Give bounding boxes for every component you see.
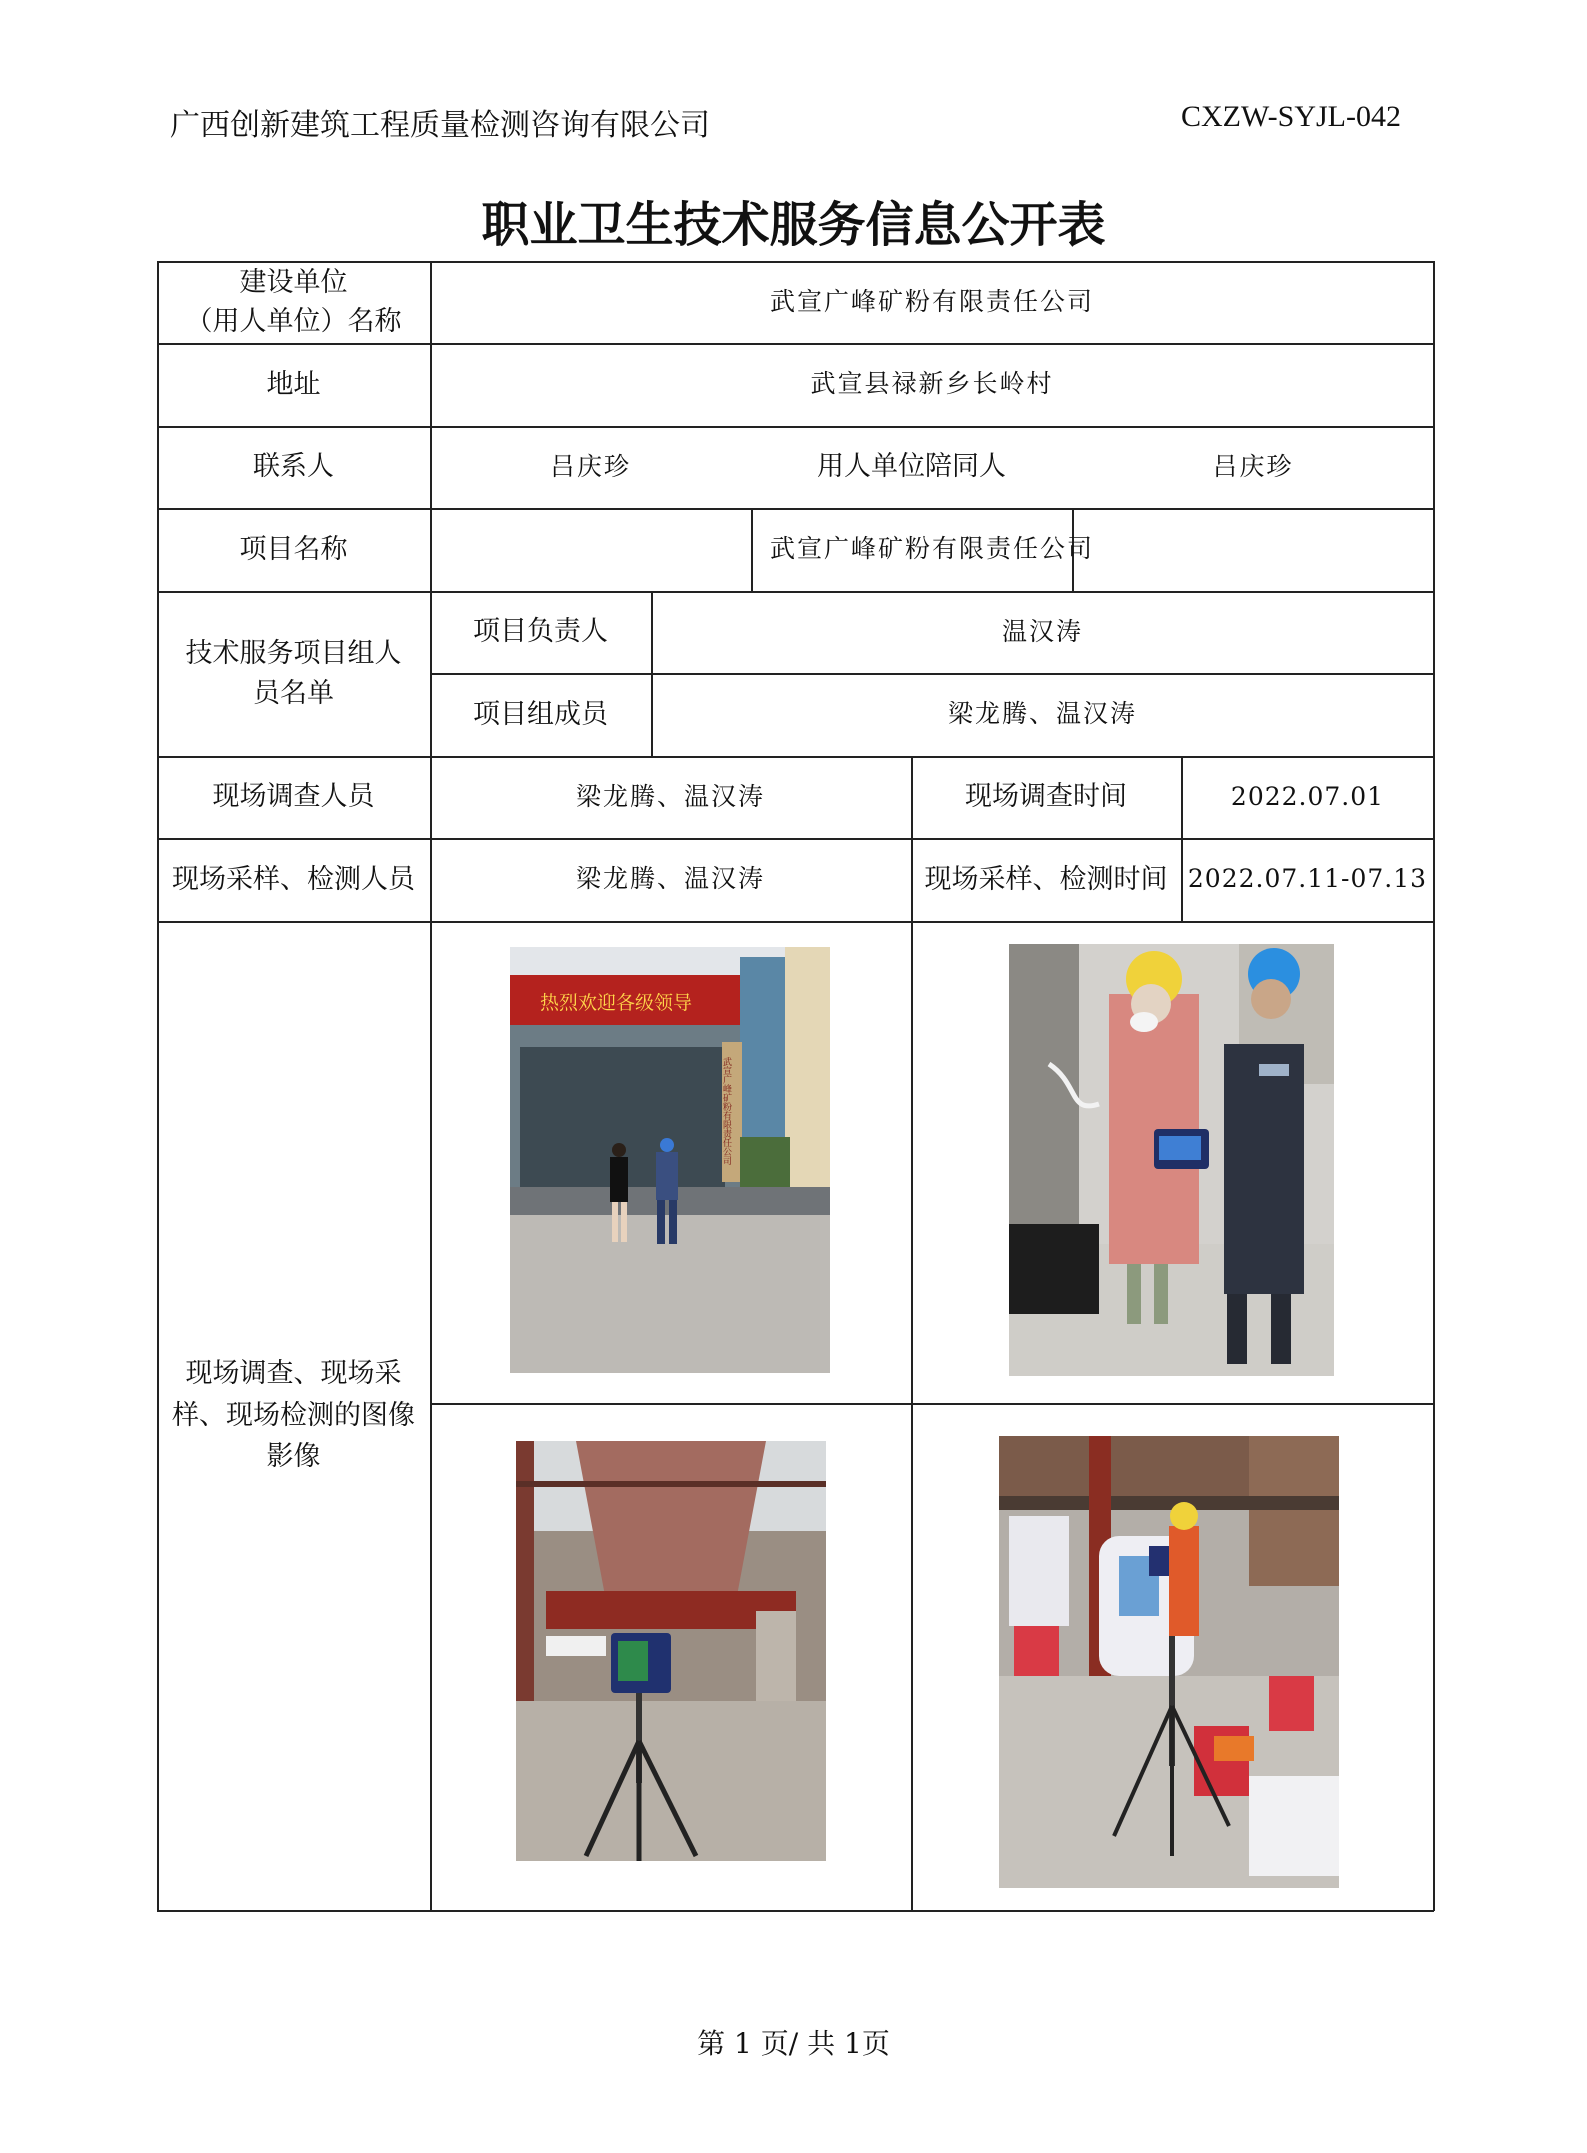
project-value: 武宣广峰矿粉有限责任公司 — [769, 534, 1094, 564]
sampling-staff-value: 梁龙腾、温汉涛 — [575, 864, 765, 894]
escort-label: 用人单位陪同人 — [817, 451, 1006, 483]
address-value: 武宣县禄新乡长岭村 — [810, 369, 1054, 399]
contact-label: 联系人 — [253, 451, 334, 483]
team-label: 技术服务项目组人 员名单 — [185, 638, 402, 709]
images-label: 现场调查、现场采 样、现场检测的图像 影像 — [172, 1357, 415, 1473]
project-label: 项目名称 — [239, 533, 348, 565]
company-name: 广西创新建筑工程质量检测咨询有限公司 — [170, 108, 710, 143]
members-label: 项目组成员 — [473, 698, 608, 730]
document-code: CXZW-SYJL-042 — [1181, 100, 1401, 133]
page-title: 职业卫生技术服务信息公开表 — [481, 197, 1106, 253]
sampling-time-label: 现场采样、检测时间 — [924, 863, 1168, 895]
entrance-banner-text: 热烈欢迎各级领导 — [540, 992, 693, 1014]
sampling-time-value: 2022.07.11-07.13 — [1187, 864, 1428, 894]
contact-value: 吕庆珍 — [549, 451, 631, 481]
escort-value: 吕庆珍 — [1212, 451, 1294, 481]
photo-personal-sampling — [1009, 944, 1334, 1376]
entrance-sign-text: 武宣广峰矿粉有限责任公司 — [721, 1057, 731, 1165]
leader-label: 项目负责人 — [473, 616, 608, 648]
photo-area-sampling-tripod — [516, 1441, 826, 1861]
info-table — [157, 261, 1434, 1911]
survey-time-label: 现场调查时间 — [965, 781, 1127, 813]
survey-time-value: 2022.07.01 — [1230, 781, 1385, 811]
photo-site-entrance — [510, 947, 830, 1373]
employer-value: 武宣广峰矿粉有限责任公司 — [769, 286, 1094, 316]
members-value: 梁龙腾、温汉涛 — [947, 699, 1137, 729]
address-label: 地址 — [266, 368, 321, 400]
employer-label: 建设单位 （用人单位）名称 — [185, 266, 402, 337]
survey-staff-label: 现场调查人员 — [212, 781, 375, 813]
leader-value: 温汉涛 — [1001, 616, 1083, 646]
sampling-staff-label: 现场采样、检测人员 — [172, 863, 415, 895]
page-footer: 第 1 页/ 共 1页 — [697, 2027, 890, 2060]
photo-packing-area-sampling — [999, 1436, 1339, 1888]
survey-staff-value: 梁龙腾、温汉涛 — [575, 781, 765, 811]
